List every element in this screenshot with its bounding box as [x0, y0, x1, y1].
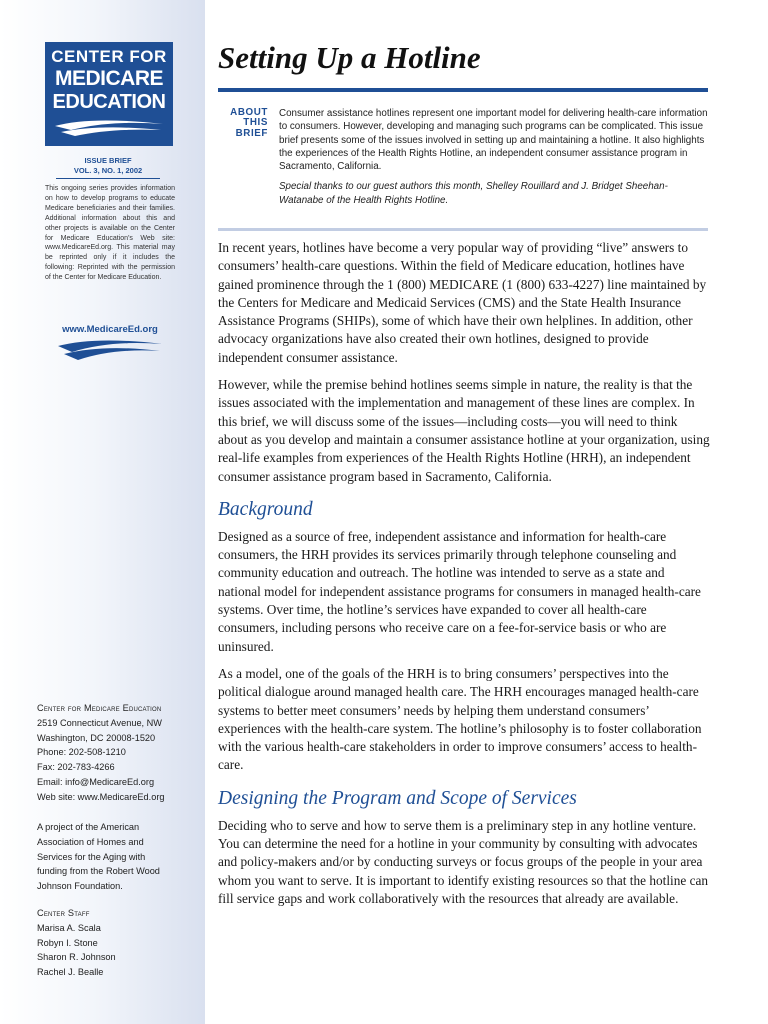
- logo-line-1: CENTER FOR: [51, 47, 167, 66]
- abstract-rule: [218, 228, 708, 231]
- series-blurb: This ongoing series provides information on how to develop programs to educate Medicare beneficiaries and their families. Additional information about this and other projects is available on the Center for Medicare Education's Web site: www.MedicareEd.org. This material may be reprinted only if it includes the following: Reprinted with the permission of the Center for Medicare Education.: [45, 185, 175, 282]
- street-address: 2519 Connecticut Avenue, NW: [37, 717, 162, 728]
- article-body: [218, 239, 710, 917]
- page-title: Setting Up a Hotline: [218, 40, 481, 75]
- logo-line-2: MEDICARE: [54, 67, 163, 90]
- staff-member: Marisa A. Scala: [37, 922, 101, 933]
- section-heading-background: Background: [218, 498, 313, 520]
- title-rule: [218, 88, 708, 92]
- issue-divider: [56, 178, 160, 179]
- city-address: Washington, DC 20008-1520: [37, 732, 156, 743]
- staff-member: Robyn I. Stone: [37, 937, 98, 948]
- issue-label: ISSUE BRIEF: [84, 156, 132, 165]
- article-paragraph: Deciding who to serve and how to serve them is a preliminary step in any hotline venture. You can determine the need for a hotline in your community by consulting with advocates and policy-makers and/or by conducting surveys or focus groups of the people in your area whom you want to serve. It is important to identify existing resources so that the hotline can fill service gaps and work collaboratively with the resources that already are available.: [218, 817, 709, 906]
- issue-info: [40, 156, 176, 176]
- contact-block: [37, 701, 197, 805]
- about-this-brief-label: [218, 108, 268, 139]
- org-name: Center for Medicare Education: [37, 703, 162, 713]
- about-label-line: BRIEF: [235, 127, 268, 139]
- website-link[interactable]: www.MedicareEd.org: [62, 324, 158, 335]
- staff-member: Rachel J. Bealle: [37, 967, 104, 978]
- article-paragraph: As a model, one of the goals of the HRH is to bring consumers’ perspectives into the political dialogue around managed health care. The HRH encourages managed health-care systems to better meet consumers’ needs by helping them understand consumers’ experiences with the health-care system. The hotline’s philosophy is to foster collaboration with the various health-care stakeholders in order to improve consumers’ access to health-care.: [218, 665, 702, 773]
- staff-member: Sharon R. Johnson: [37, 952, 116, 963]
- section-heading-design: Designing the Program and Scope of Services: [218, 787, 577, 809]
- brief-abstract: [279, 107, 709, 214]
- logo-line-3: EDUCATION: [52, 91, 166, 113]
- article-paragraph: Designed as a source of free, independent assistance and information for health-care consumers, the HRH provides its services primarily through telephone counseling and community education and outreach. The hotline was intended to serve as a state and national model for independent assistance programs for consumers in managed health-care systems. Over time, the hotline’s services have expanded to cover all health-care consumers, including persons who receive care on a fee-for-service basis or who are uninsured.: [218, 528, 701, 654]
- staff-block: [37, 906, 197, 980]
- article-paragraph: However, while the premise behind hotlines seems simple in nature, the reality is that the issues associated with the implementation and management of these lines are complex. In this brief, we will discuss some of the issues—including costs—you will need to think about as you develop and maintain a consumer assistance hotline at your organization, using real-life examples from experiences of the Health Rights Hotline (HRH), an independent consumer assistance program based in Sacramento, California.: [218, 377, 710, 484]
- project-note: A project of the American Association of Homes and Services for the Aging with funding from the Robert Wood Johnson Foundation.: [37, 822, 160, 892]
- waves-icon: [56, 336, 164, 362]
- staff-heading: Center Staff: [37, 908, 90, 918]
- email-address[interactable]: Email: info@MedicareEd.org: [37, 776, 155, 787]
- center-logo: [45, 42, 173, 146]
- phone-number: Phone: 202-508-1210: [37, 747, 126, 758]
- about-label-line: THIS: [243, 117, 268, 129]
- abstract-thanks: Special thanks to our guest authors this month, Shelley Rouillard and J. Bridget Sheehan-Watanabe of the Health Rights Hotline.: [279, 181, 668, 206]
- about-label-line: ABOUT: [230, 107, 268, 118]
- fax-number: Fax: 202-783-4266: [37, 762, 115, 773]
- web-address[interactable]: Web site: www.MedicareEd.org: [37, 791, 165, 802]
- abstract-paragraph: Consumer assistance hotlines represent one important model for delivering health-care information to consumers. However, developing and managing such programs can be complicated. This issue brief presents some of the issues involved in setting up and maintaining a hotline. It also highlights the experiences of the Health Rights Hotline, an independent consumer assistance program in Sacramento, California.: [279, 108, 708, 173]
- issue-volume: VOL. 3, NO. 1, 2002: [73, 166, 143, 175]
- logo-waves-icon: [51, 118, 167, 140]
- article-paragraph: In recent years, hotlines have become a very popular way of providing “live” answers to consumers’ health-care questions. Within the field of Medicare education, hotlines have gained prominence through the 1 (800) MEDICARE (1 (800) 633-4227) line maintained by the Centers for Medicare and Medicaid Services (CMS) and the State Health Insurance Assistance Programs (SHIPs), some of which have their own helplines. In addition, other advocacy organizations have also created their own hotlines, designed to provide independent consumer assistance.: [218, 240, 707, 365]
